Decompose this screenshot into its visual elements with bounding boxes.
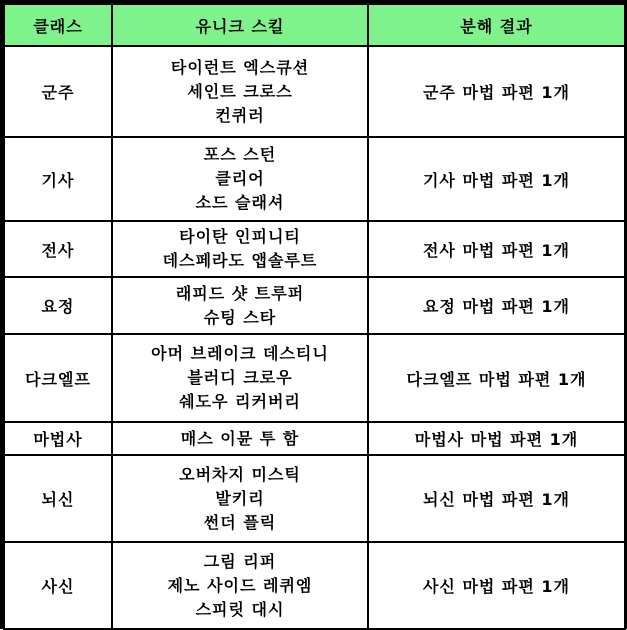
result-cell: 요정 마법 파편 1개 xyxy=(368,277,625,334)
header-class: 클래스 xyxy=(4,4,112,46)
skill-name: 컨퀴러 xyxy=(215,105,265,125)
skill-name: 제노 사이드 레퀴엠 xyxy=(167,575,313,595)
table-row xyxy=(4,455,625,542)
class-cell: 전사 xyxy=(4,221,112,277)
skill-name: 타이런트 엑스큐션 xyxy=(170,57,310,77)
result-cell: 사신 마법 파편 1개 xyxy=(368,542,625,629)
result-cell: 마법사 마법 파편 1개 xyxy=(368,422,625,455)
skill-cell xyxy=(112,542,368,629)
skill-name: 래피드 샷 트루퍼 xyxy=(175,283,305,303)
skill-cell xyxy=(112,334,368,422)
class-cell: 뇌신 xyxy=(4,455,112,542)
skill-name: 타이탄 인피니티 xyxy=(179,227,301,246)
skill-name: 슈팅 스타 xyxy=(203,307,277,327)
class-cell: 기사 xyxy=(4,137,112,221)
result-cell: 전사 마법 파편 1개 xyxy=(368,221,625,277)
class-cell: 요정 xyxy=(4,277,112,334)
table-row xyxy=(4,137,625,221)
result-cell: 다크엘프 마법 파편 1개 xyxy=(368,334,625,422)
table-row xyxy=(4,46,625,137)
table-row xyxy=(4,221,625,277)
skill-cell xyxy=(112,422,368,455)
skill-name: 데스페라도 앱솔루트 xyxy=(162,251,318,270)
skill-name: 세인트 크로스 xyxy=(187,81,293,101)
class-cell: 사신 xyxy=(4,542,112,629)
skill-name: 블러디 크로우 xyxy=(187,368,293,387)
table-row xyxy=(4,334,625,422)
result-cell: 뇌신 마법 파편 1개 xyxy=(368,455,625,542)
header-skill: 유니크 스킬 xyxy=(112,4,368,46)
skill-cell xyxy=(112,221,368,277)
skill-table xyxy=(3,3,626,630)
skill-cell xyxy=(112,455,368,542)
skill-name: 매스 이뮨 투 함 xyxy=(180,428,300,448)
table-row xyxy=(4,277,625,334)
skill-cell xyxy=(112,46,368,137)
skill-name: 그림 리퍼 xyxy=(203,551,277,571)
result-cell: 기사 마법 파편 1개 xyxy=(368,137,625,221)
skill-cell xyxy=(112,137,368,221)
class-cell: 군주 xyxy=(4,46,112,137)
skill-name: 썬더 플릭 xyxy=(203,512,277,532)
result-cell: 군주 마법 파편 1개 xyxy=(368,46,625,137)
class-cell: 다크엘프 xyxy=(4,334,112,422)
skill-name: 오버차지 미스틱 xyxy=(179,464,301,484)
skill-name: 소드 슬래셔 xyxy=(195,193,285,212)
skill-name: 스피릿 대시 xyxy=(195,599,285,619)
skill-cell xyxy=(112,277,368,334)
table-row xyxy=(4,542,625,629)
skill-name: 포스 스턴 xyxy=(203,145,277,164)
skill-name: 아머 브레이크 데스티니 xyxy=(151,344,329,363)
skill-name: 클리어 xyxy=(215,169,265,188)
header-row xyxy=(4,4,625,46)
class-cell: 마법사 xyxy=(4,422,112,455)
skill-name: 쉐도우 리커버리 xyxy=(179,392,301,411)
table-row xyxy=(4,422,625,455)
skill-name: 발키리 xyxy=(215,488,265,508)
header-result: 분해 결과 xyxy=(368,4,625,46)
